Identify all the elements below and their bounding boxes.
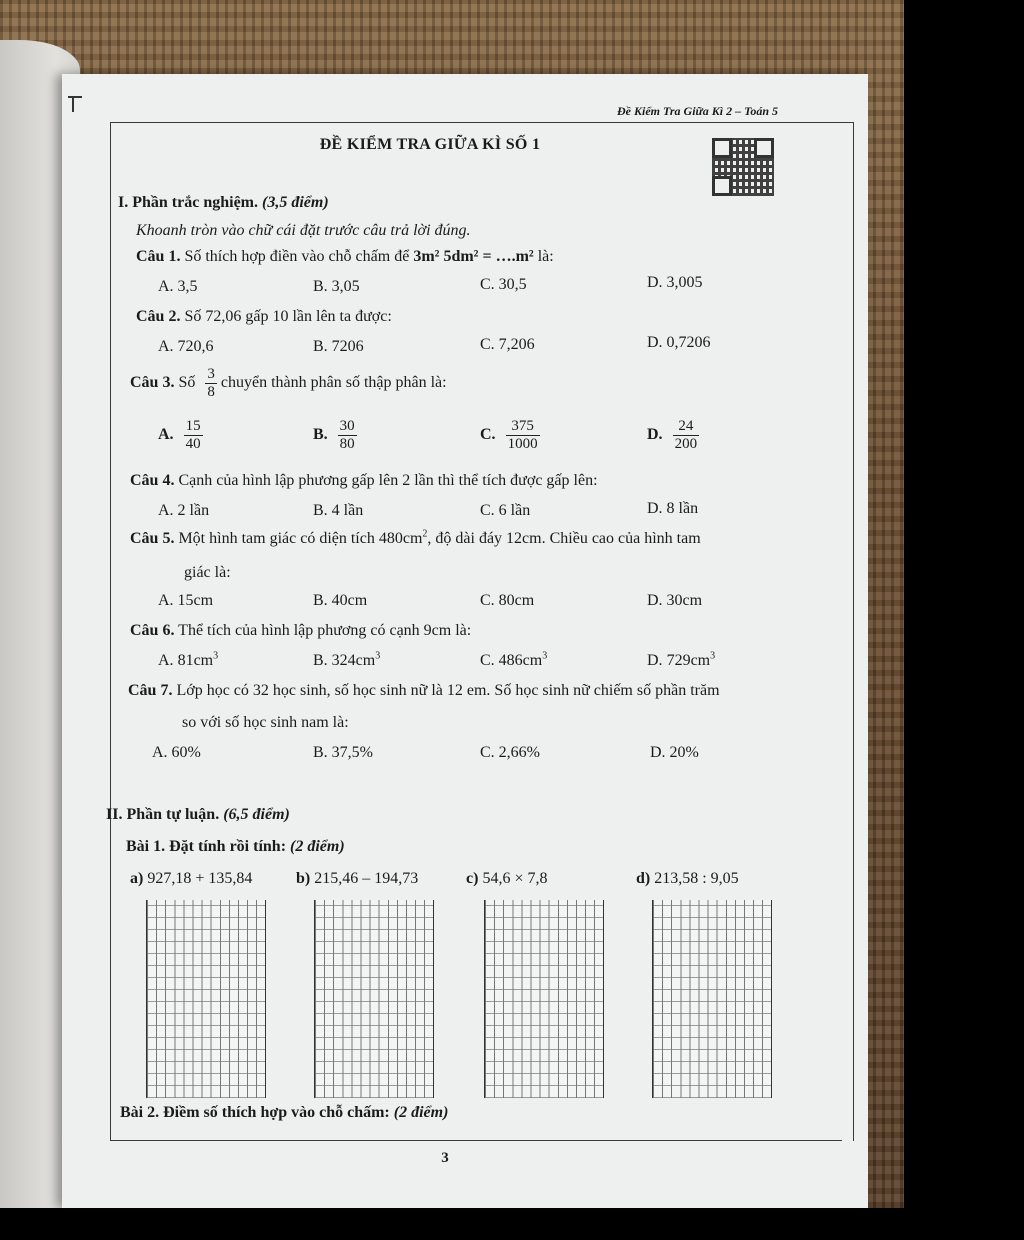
frame-bottom-line [110,1140,842,1141]
bai1-points: (2 điểm) [290,838,345,855]
denominator: 8 [207,384,215,400]
denominator: 40 [185,436,201,452]
question-label: Câu 4. [130,472,175,489]
q4-option-d[interactable]: D. 8 lần [647,500,699,517]
question-label: Câu 7. [128,682,173,699]
question-text: Số [178,374,196,392]
q5-option-a[interactable]: A. 15cm [158,592,214,609]
q1-option-d[interactable]: D. 3,005 [647,274,703,291]
grid-box-b[interactable] [314,900,434,1098]
q3-option-d[interactable] [647,418,699,453]
option-value: 486cm [498,652,543,669]
fraction [184,418,203,453]
part1-instruction: Khoanh tròn vào chữ cái đặt trước câu trả lời đúng. [136,222,471,239]
option-letter: C. [480,652,495,669]
part1-title: I. Phần trắc nghiệm. [118,194,258,211]
grid-box-d[interactable] [652,900,772,1098]
crop-mark [72,98,74,112]
crop-mark [68,96,82,98]
question-label: Câu 6. [130,622,175,639]
grid-box-c[interactable] [484,900,604,1098]
question-7 [128,682,720,700]
option-letter: B. [313,652,328,669]
superscript: 3 [213,650,219,662]
option-value: 324cm [331,652,376,669]
calc-expression: 215,46 – 194,73 [314,870,419,887]
qr-code-icon [712,138,774,196]
superscript: 3 [542,650,548,662]
grid-box-a[interactable] [146,900,266,1098]
question-label: Câu 5. [130,530,175,547]
question-text: , độ dài đáy 12cm. Chiều cao của hình tam [427,530,701,547]
q2-option-d[interactable]: D. 0,7206 [647,334,711,351]
q6-option-a[interactable] [158,652,218,670]
q7-option-a[interactable]: A. 60% [152,744,201,761]
calc-letter: a) [130,870,144,887]
question-text: Cạnh của hình lập phương gấp lên 2 lần thì thể tích được gấp lên: [178,472,598,489]
question-text: Số thích hợp điền vào chỗ chấm để [184,248,414,265]
exam-title: ĐỀ KIỂM TRA GIỮA KÌ SỐ 1 [319,136,541,153]
bai1-heading [126,838,345,856]
calc-expression: 213,58 : 9,05 [654,870,739,887]
question-label: Câu 1. [136,248,181,265]
q3-option-a[interactable] [158,418,203,453]
denominator: 80 [339,436,355,452]
question-5 [130,530,701,548]
part1-points: (3,5 điểm) [262,194,329,211]
q5-option-c[interactable]: C. 80cm [480,592,535,609]
question-1 [136,248,554,266]
bai2-points: (2 điểm) [393,1104,449,1121]
calc-letter: d) [636,870,651,887]
question-text: Lớp học có 32 học sinh, số học sinh nữ là 12 em. Số học sinh nữ chiếm số phần trăm [176,682,720,699]
q6-option-d[interactable] [647,652,715,670]
bai1-label: Bài 1. Đặt tính rồi tính: [126,838,287,855]
calc-c [466,870,547,888]
superscript: 3 [710,650,716,662]
running-header: Đề Kiểm Tra Giữa Kì 2 – Toán 5 [617,104,778,118]
option-value: 729cm [666,652,711,669]
calc-expression: 927,18 + 135,84 [147,870,253,887]
fraction [673,418,700,453]
question-7-continuation: so với số học sinh nam là: [182,714,349,731]
question-3 [130,366,447,401]
option-letter: D. [647,652,663,669]
fraction [205,366,217,401]
option-value: 81cm [177,652,214,669]
q6-option-c[interactable] [480,652,547,670]
bai2-label: Bài 2. Điềm số thích hợp vào chỗ chấm: [120,1104,390,1121]
page-number: 3 [441,1150,449,1166]
numerator: 15 [185,418,201,434]
part1-heading [118,194,329,212]
fraction [338,418,357,453]
calc-letter: c) [466,870,479,887]
part2-points: (6,5 điểm) [223,806,290,823]
question-text: Một hình tam giác có diện tích 480cm [178,530,423,547]
question-expression: 3m² 5dm² = ….m² [413,248,534,265]
q7-option-c[interactable]: C. 2,66% [480,744,540,761]
q3-option-b[interactable] [313,418,357,453]
part2-title: II. Phần tự luận. [106,806,220,823]
denominator: 1000 [507,436,538,452]
option-letter: B. [313,426,328,444]
question-2 [136,308,392,326]
q7-option-d[interactable]: D. 20% [650,744,699,761]
question-text: là: [533,248,554,265]
question-text: chuyển thành phân số thập phân là: [220,374,447,392]
calc-expression: 54,6 × 7,8 [482,870,548,887]
exam-sheet [62,74,868,1208]
q1-option-b[interactable]: B. 3,05 [313,278,360,295]
calc-b [296,870,418,888]
q5-option-b[interactable]: B. 40cm [313,592,368,609]
q2-option-a[interactable]: A. 720,6 [158,338,214,355]
option-letter: A. [158,426,174,444]
question-4 [130,472,598,490]
option-letter: A. [158,652,174,669]
q2-option-b[interactable]: B. 7206 [313,338,364,355]
q3-option-c[interactable] [480,418,540,453]
q7-option-b[interactable]: B. 37,5% [313,744,373,761]
calc-a [130,870,252,888]
numerator: 3 [207,366,215,382]
q4-option-b[interactable]: B. 4 lần [313,502,364,519]
question-6 [130,622,471,640]
numerator: 24 [673,418,700,436]
fraction [506,418,540,453]
q1-option-a[interactable]: A. 3,5 [158,278,198,295]
q6-option-b[interactable] [313,652,380,670]
q5-option-d[interactable]: D. 30cm [647,592,703,609]
q2-option-c[interactable]: C. 7,206 [480,336,535,353]
question-label: Câu 3. [130,374,175,392]
question-text: Thể tích của hình lập phương có cạnh 9cm là: [178,622,472,639]
bai2-heading [120,1104,452,1122]
numerator: 30 [339,418,355,434]
numerator: 375 [506,418,540,436]
question-label: Câu 2. [136,308,181,325]
question-5-continuation: giác là: [184,564,231,581]
question-text: Số 72,06 gấp 10 lần lên ta được: [184,308,392,325]
q4-option-a[interactable]: A. 2 lần [158,502,210,519]
option-letter: D. [647,426,663,444]
calc-d [636,870,739,888]
option-letter: C. [480,426,496,444]
q4-option-c[interactable]: C. 6 lần [480,502,531,519]
denominator: 200 [674,436,698,452]
superscript: 2 [422,528,428,540]
part2-heading [106,806,290,824]
q1-option-c[interactable]: C. 30,5 [480,276,527,293]
superscript: 3 [375,650,381,662]
calc-letter: b) [296,870,311,887]
